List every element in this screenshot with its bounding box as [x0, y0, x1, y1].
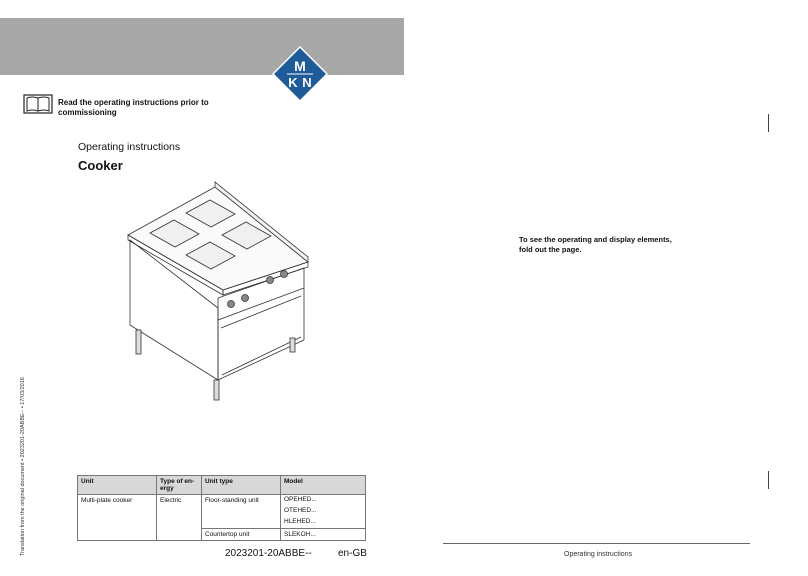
header-unit-type: Unit type	[202, 476, 281, 495]
header-energy: Type of en-ergy	[157, 476, 202, 495]
read-instructions-note	[58, 98, 238, 118]
side-translation-note: Translation from the original document • 2023201-20ABBE-- • 17/03/2016	[20, 377, 26, 556]
mkn-logo	[272, 46, 328, 102]
read-note-line-2: commissioning	[58, 108, 117, 117]
footer-divider	[443, 543, 750, 544]
document-title: Cooker	[78, 158, 123, 173]
document-number: 2023201-20ABBE--	[225, 548, 312, 559]
book-icon	[23, 94, 53, 114]
header-model: Model	[281, 476, 366, 495]
language-code: en-GB	[338, 548, 367, 559]
header-unit: Unit	[78, 476, 157, 495]
cell-model: OPEHED...	[281, 495, 366, 507]
cooker-illustration	[118, 180, 318, 405]
cell-energy: Electric	[157, 495, 202, 541]
logo-letter-k: K	[288, 75, 298, 90]
cell-model: SLEKOH...	[281, 529, 366, 541]
cell-model: HLEHED...	[281, 517, 366, 529]
cell-unit-type-floor: Floor-standing unit	[202, 495, 281, 529]
cell-model: OTEHED...	[281, 506, 366, 517]
fold-mark-top	[768, 114, 769, 132]
logo-letter-n: N	[302, 75, 312, 90]
cell-unit-type-countertop: Countertop unit	[202, 529, 281, 541]
fold-out-note	[519, 235, 719, 255]
table-row	[78, 495, 366, 507]
read-note-line-1: Read the operating instructions prior to	[58, 98, 209, 107]
document-subtitle: Operating instructions	[78, 141, 181, 153]
model-table	[77, 475, 366, 541]
logo-letter-m: M	[294, 58, 306, 74]
cell-unit: Multi-plate cooker	[78, 495, 157, 541]
table-header-row	[78, 476, 366, 495]
fold-mark-bottom	[768, 471, 769, 489]
footer-label: Operating instructions	[564, 551, 633, 558]
fold-note-line-1: To see the operating and display elements,	[519, 235, 672, 244]
fold-note-line-2: fold out the page.	[519, 245, 582, 254]
header-band	[0, 18, 404, 75]
